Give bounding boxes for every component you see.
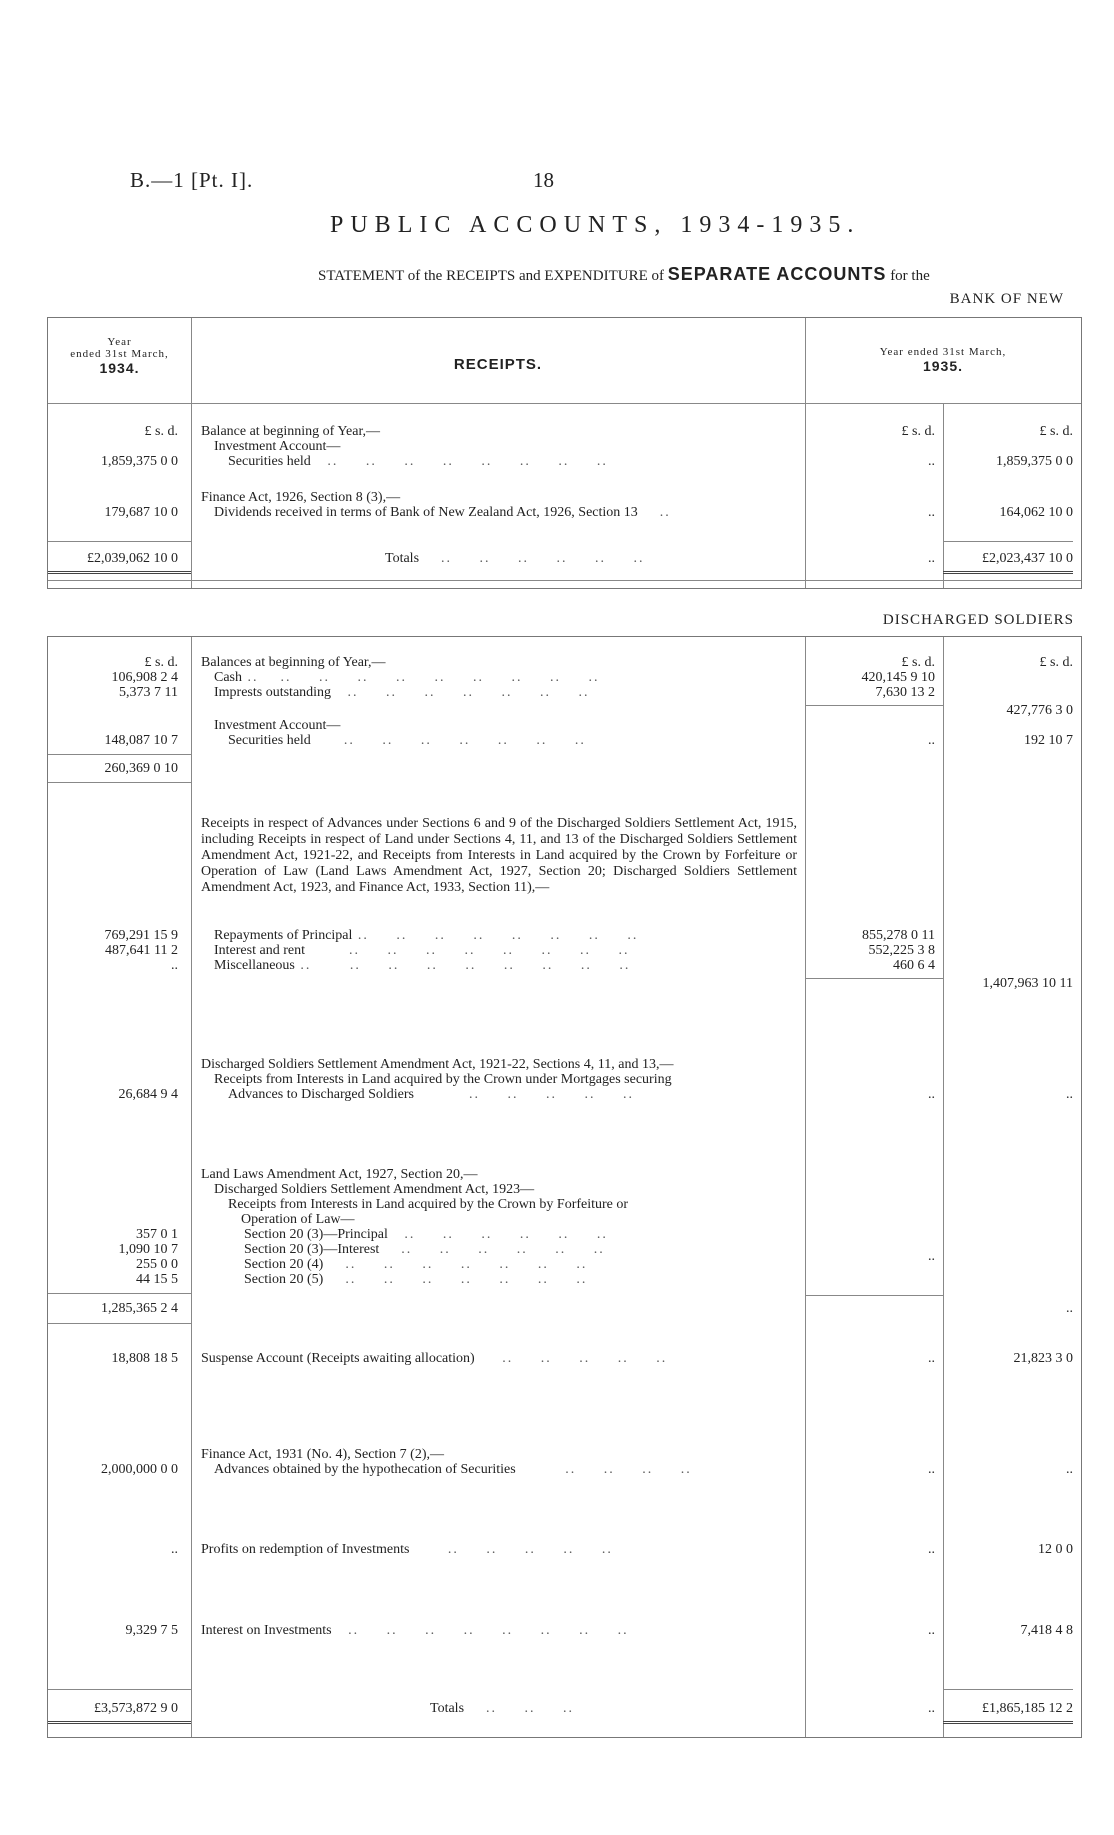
amount-cell: .. [928,505,935,520]
row-label: Investment Account— [214,439,341,454]
row-label-text: Miscellaneous [214,958,295,973]
header-rule [48,403,1081,404]
double-rule [48,571,191,574]
col-right-header [805,346,1081,374]
column-divider [805,637,806,1737]
row-label-text: Profits on redemption of Investments [201,1542,410,1557]
row-label: Operation of Law— [241,1212,355,1227]
amount-cell: 2,000,000 0 0 [101,1462,178,1477]
row-label: Discharged Soldiers Settlement Amendment Act, 1921-22, Sections 4, 11, and 13,— [201,1057,674,1072]
row-label: Balances at beginning of Year,— [201,655,386,670]
row-label: Section 20 (4) .. .. .. .. .. .. .. [244,1257,588,1272]
amount-cell: 769,291 15 9 [104,928,178,943]
amount-cell: .. [171,1542,178,1557]
amount-cell: .. [928,454,935,469]
column-divider [943,637,944,1737]
totals-label: Totals .. .. .. .. .. .. [385,551,645,566]
row-label: Receipts from Interests in Land acquired by the Crown by Forfeiture or [228,1197,629,1212]
row-label: Advances to Discharged Soldiers .. .. .. .. .. [228,1087,634,1102]
col-left-header [48,336,191,376]
subtotal-rule [48,1689,191,1690]
row-label: Section 20 (5) .. .. .. .. .. .. .. [244,1272,588,1287]
amount-cell: 1,859,375 0 0 [996,454,1073,469]
subtotal-rule [48,1293,191,1294]
amount-cell: 7,630 13 2 [875,685,935,700]
amount-cell: 148,087 10 7 [104,733,178,748]
column-divider [191,637,192,1737]
row-label-text: Section 20 (4) [244,1257,324,1272]
amount-cell: 855,278 0 11 [862,928,935,943]
amount-cell: 1,090 10 7 [118,1242,178,1257]
amount-cell: .. [1066,1087,1073,1102]
amount-cell: .. [928,1351,935,1366]
row-label-text: Section 20 (3)—Principal [244,1227,388,1242]
totals-text: Totals [385,551,420,566]
row-label-text: Imprests outstanding [214,685,332,700]
amount-cell: 427,776 3 0 [1006,703,1073,718]
row-label: Securities held .. .. .. .. .. .. .. [228,733,586,748]
amount-cell: 164,062 10 0 [999,505,1073,520]
col-right-head-2: 1935. [922,358,964,374]
total-amount: .. [928,551,935,566]
col-left-head-3: 1934. [99,360,140,376]
row-label-text: Interest and rent [214,943,305,958]
amount-cell: 1,407,963 10 11 [982,976,1073,991]
amount-cell: .. [928,733,935,748]
amount-cell: 1,859,375 0 0 [101,454,178,469]
row-label-text: Advances obtained by the hypothecation of Securities [214,1462,516,1477]
row-label-text: Securities held [228,454,311,469]
currency-label: £ s. d. [901,655,935,670]
subtitle-pre: STATEMENT of the RECEIPTS and EXPENDITURE of [318,268,664,284]
totals-text: Totals [430,1701,465,1716]
row-label: Balance at beginning of Year,— [201,424,381,439]
amount-cell: 21,823 3 0 [1013,1351,1073,1366]
row-label-text: Interest on Investments [201,1623,332,1638]
currency-label: £ s. d. [1039,424,1073,439]
row-label: Land Laws Amendment Act, 1927, Section 20,— [201,1167,478,1182]
amount-cell: 26,684 9 4 [118,1087,178,1102]
amount-cell: .. [1066,1462,1073,1477]
currency-label: £ s. d. [901,424,935,439]
amount-cell: .. [171,958,178,973]
row-label: Imprests outstanding .. .. .. .. .. .. .. [214,685,590,700]
row-label: Cash .. .. .. .. .. .. .. .. .. .. [214,670,600,685]
col-left-head-1: Year [107,336,132,348]
double-rule [48,1721,191,1724]
row-label: Finance Act, 1931 (No. 4), Section 7 (2),— [201,1447,445,1462]
receipts-heading: RECEIPTS. [453,356,543,373]
row-label: Miscellaneous .. .. .. .. .. .. .. .. .. [214,958,631,973]
total-amount: .. [928,1701,935,1716]
subtitle-line2: BANK OF NEW [949,291,1064,307]
row-label: Receipts from Interests in Land acquired by the Crown under Mortgages securing [214,1072,672,1087]
row-label: Suspense Account (Receipts awaiting allocation) .. .. .. .. .. [201,1351,668,1366]
subtotal-amount: 260,369 0 10 [104,761,178,776]
row-label-text: Advances to Discharged Soldiers [228,1087,414,1102]
subtotal-rule [943,1689,1073,1690]
amount-cell: 106,908 2 4 [111,670,178,685]
row-label: Dividends received in terms of Bank of New Zealand Act, 1926, Section 13 .. [214,505,671,520]
amount-cell: .. [928,1462,935,1477]
row-label: Discharged Soldiers Settlement Amendment Act, 1923— [214,1182,535,1197]
bottom-rule [48,580,1081,581]
row-label: Section 20 (3)—Principal .. .. .. .. .. .. [244,1227,608,1242]
subtotal-rule [48,541,191,542]
subtitle-post: for the [890,268,930,284]
amount-cell: .. [928,1249,935,1264]
page-number: 18 [533,168,554,192]
row-label-text: Dividends received in terms of Bank of New Zealand Act, 1926, Section 13 [214,505,638,520]
total-amount: £2,039,062 10 0 [87,551,178,566]
subtotal-rule [48,754,191,755]
row-label-text: Suspense Account (Receipts awaiting allocation) [201,1351,475,1366]
amount-cell: 420,145 9 10 [861,670,935,685]
row-label: Profits on redemption of Investments .. .. .. .. .. [201,1542,613,1557]
currency-label: £ s. d. [144,424,178,439]
subtotal-rule [48,1323,191,1324]
total-amount: £1,865,185 12 2 [982,1701,1073,1716]
row-label: Repayments of Principal .. .. .. .. .. .. .. .. [214,928,639,943]
page-title: PUBLIC ACCOUNTS, 1934-1935. [330,212,861,238]
totals-label: Totals .. .. .. [430,1701,575,1716]
row-label: Investment Account— [214,718,341,733]
col-right-head-1: Year ended 31st March, [879,346,1007,358]
row-label-text: Repayments of Principal [214,928,353,943]
subtitle-bold: SEPARATE ACCOUNTS [667,264,887,284]
bank-receipts-table [47,317,1082,589]
row-label: Interest and rent .. .. .. .. .. .. .. .. [214,943,630,958]
row-label-text: Section 20 (5) [244,1272,324,1287]
total-amount: £3,573,872 9 0 [94,1701,178,1716]
subtotal-amount: 1,285,365 2 4 [101,1301,178,1316]
advances-description: Receipts in respect of Advances under Sections 6 and 9 of the Discharged Soldiers Settlement Act, 1915, including Receipts in respect of Land under Sections 4, 11, and 13 of the Discharged Soldiers Settlement Amendment Act, 1921-22, and Receipts from Interests in Land acquired by the Crown by Forfeiture or Operation of Law (Land Laws Amendment Act, 1927, Section 20; Discharged Soldiers Settlement Amendment Act, 1923, and Finance Act, 1933, Section 11),— [201,816,797,895]
currency-label: £ s. d. [1039,655,1073,670]
amount-cell: 18,808 18 5 [111,1351,178,1366]
row-label-text: Securities held [228,733,311,748]
document-reference: B.—1 [Pt. I]. [130,168,254,192]
row-label-text: Section 20 (3)—Interest [244,1242,380,1257]
amount-cell: 357 0 1 [136,1227,178,1242]
currency-label: £ s. d. [144,655,178,670]
amount-cell: 9,329 7 5 [125,1623,178,1638]
discharged-soldiers-table [47,636,1082,1738]
row-label: Advances obtained by the hypothecation of Securities .. .. .. .. [214,1462,692,1477]
section-title: DISCHARGED SOLDIERS [882,612,1074,628]
subtotal-rule [805,978,943,979]
amount-cell: .. [928,1623,935,1638]
amount-cell: .. [1066,1301,1073,1316]
amount-cell: 12 0 0 [1038,1542,1073,1557]
col-left-head-2: ended 31st March, [70,348,169,360]
amount-cell: .. [928,1542,935,1557]
subtotal-rule [48,782,191,783]
amount-cell: 7,418 4 8 [1020,1623,1073,1638]
total-amount: £2,023,437 10 0 [982,551,1073,566]
amount-cell: 460 6 4 [893,958,935,973]
row-label-text: Cash [214,670,242,685]
statement-subtitle [318,264,930,285]
amount-cell: 179,687 10 0 [104,505,178,520]
amount-cell: .. [928,1087,935,1102]
double-rule [943,1721,1073,1724]
amount-cell: 44 15 5 [136,1272,178,1287]
row-label: Section 20 (3)—Interest .. .. .. .. .. .. [244,1242,605,1257]
row-label: Securities held .. .. .. .. .. .. .. .. [228,454,608,469]
amount-cell: 487,641 11 2 [105,943,178,958]
row-label: Finance Act, 1926, Section 8 (3),— [201,490,401,505]
subtotal-rule [805,705,943,706]
row-label: Interest on Investments .. .. .. .. .. .. .. .. [201,1623,629,1638]
subtotal-rule [805,1295,943,1296]
double-rule [943,571,1073,574]
subtotal-rule [943,541,1073,542]
amount-cell: 192 10 7 [1024,733,1073,748]
amount-cell: 5,373 7 11 [119,685,178,700]
amount-cell: 552,225 3 8 [868,943,935,958]
amount-cell: 255 0 0 [136,1257,178,1272]
